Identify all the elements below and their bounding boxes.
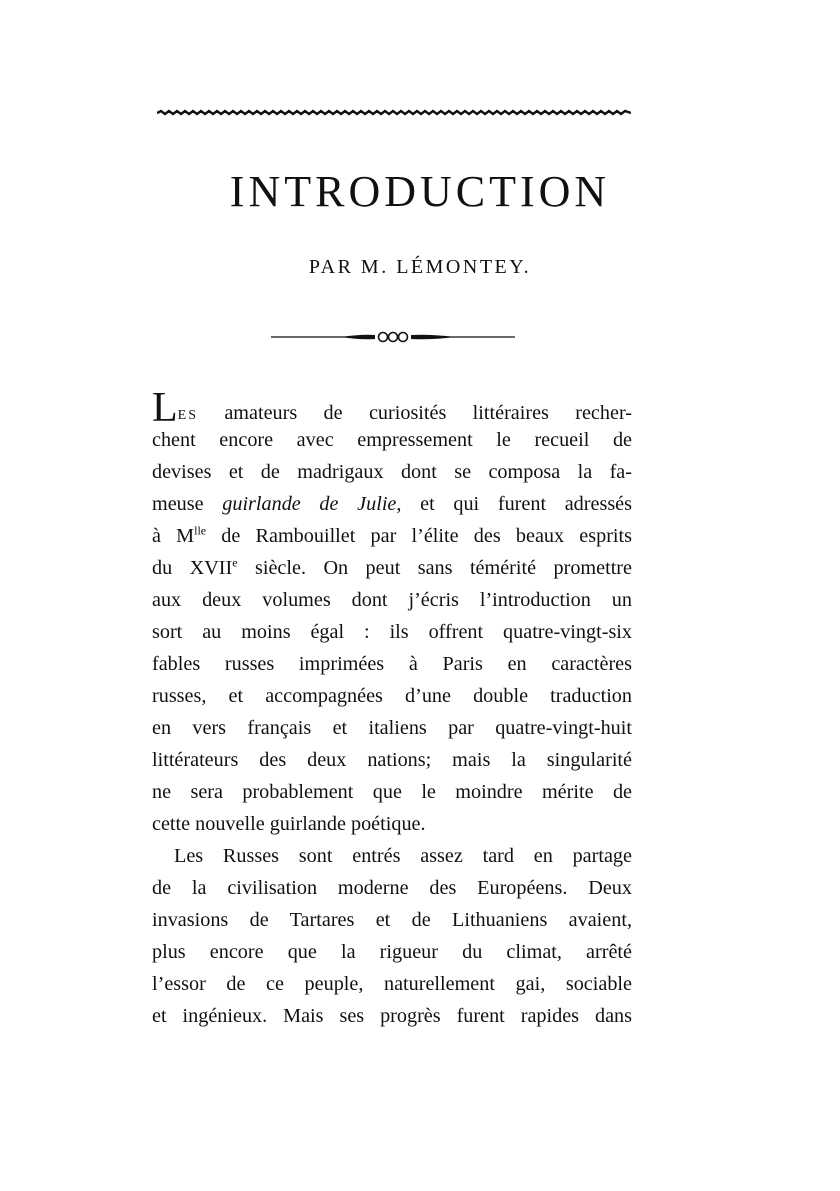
- text-line: devises et de madrigaux dont se composa la fa-: [152, 461, 632, 483]
- body-text: [152, 385, 632, 1032]
- text-line: meuse guirlande de Julie, et qui furent adressés: [152, 493, 632, 515]
- text-line: littérateurs des deux nations; mais la singularité: [152, 749, 632, 771]
- page-title: INTRODUCTION: [229, 167, 611, 216]
- text-line: à $M^{lle}$ de Rambouillet par l’élite des beaux esprits: [152, 523, 632, 547]
- text-line: invasions de Tartares et de Lithuaniens avaient,: [152, 909, 632, 931]
- italic-title: guirlande de Julie: [222, 493, 397, 515]
- author-byline: PAR M. LÉMONTEY.: [308, 256, 532, 278]
- text-line: Les Russes sont entrés assez tard en partage: [174, 845, 632, 867]
- text-line: et ingénieux. Mais ses progrès furent rapides dans: [152, 1005, 632, 1027]
- text-line: chent encore avec empressement le recueil de: [152, 429, 632, 451]
- text-line: du XVIIe siècle. On peut sans témérité promettre: [152, 555, 632, 579]
- text-line: en vers français et italiens par quatre-vingt-huit: [152, 717, 632, 739]
- header-ornamental-rule: [157, 107, 631, 119]
- drop-cap: L: [152, 385, 178, 431]
- text-line: aux deux volumes dont j’écris l’introduction un: [152, 589, 632, 611]
- text-line: plus encore que la rigueur du climat, arrêté: [152, 941, 632, 963]
- text-line: ne sera probablement que le moindre mérite de: [152, 781, 632, 803]
- text-line: russes, et accompagnées d’une double traduction: [152, 685, 632, 707]
- text-line: LES amateurs de curiosités littéraires recher-: [152, 385, 632, 431]
- text-line: sort au moins égal : ils offrent quatre-vingt-six: [152, 621, 632, 643]
- superscript-e: e: [232, 555, 238, 570]
- text-line: fables russes imprimées à Paris en caractères: [152, 653, 632, 675]
- text-line: de la civilisation moderne des Européens. Deux: [152, 877, 632, 899]
- text-line: l’essor de ce peuple, naturellement gai, sociable: [152, 973, 632, 995]
- text-line: cette nouvelle guirlande poétique.: [152, 813, 426, 835]
- ornamental-divider: [271, 330, 515, 344]
- superscript-lle: lle: [194, 523, 207, 538]
- first-word-rest: ES: [177, 408, 198, 423]
